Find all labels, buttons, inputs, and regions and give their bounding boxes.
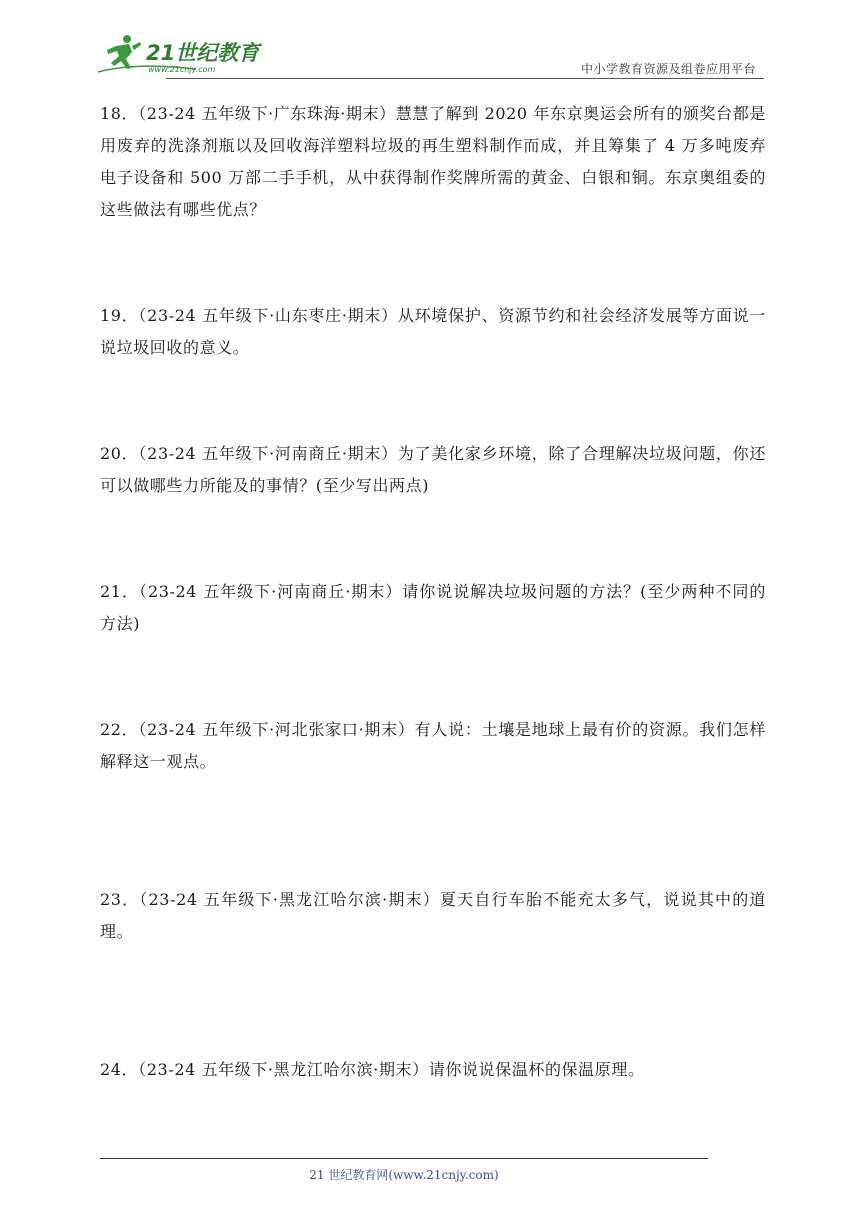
footer-divider — [100, 1158, 708, 1159]
svg-text:www.21cnjy.com: www.21cnjy.com — [148, 65, 216, 74]
question-18: 18．（23-24 五年级下·广东珠海·期末）慧慧了解到 2020 年东京奥运会所有的颁奖台都是用废弃的洗涤剂瓶以及回收海洋塑料垃圾的再生塑料制作而成，并且筹集了 4 万多吨废弃电子设备和 500 万部二手手机，从中获得制作奖牌所需的黄金、白银和铜。东京奥组委的这些做法有哪些优点？ — [100, 104, 766, 219]
question-list — [100, 98, 766, 1086]
question-21: 21．（23-24 五年级下·河南商丘·期末）请你说说解决垃圾问题的方法？(至少两种不同的方法) — [100, 582, 766, 633]
page-header — [96, 30, 764, 80]
runner-icon — [107, 35, 141, 69]
platform-tagline: 中小学教育资源及组卷应用平台 — [580, 62, 756, 76]
header-divider — [166, 78, 764, 79]
svg-text:21世纪教育: 21世纪教育 — [146, 41, 260, 65]
question-20: 20．（23-24 五年级下·河南商丘·期末）为了美化家乡环境，除了合理解决垃圾问题，你还可以做哪些力所能及的事情？(至少写出两点) — [100, 444, 766, 495]
site-logo — [96, 32, 266, 76]
question-19: 19．（23-24 五年级下·山东枣庄·期末）从环境保护、资源节约和社会经济发展等方面说一说垃圾回收的意义。 — [100, 306, 766, 357]
question-22: 22．（23-24 五年级下·河北张家口·期末）有人说：土壤是地球上最有价的资源。我们怎样解释这一观点。 — [100, 720, 766, 771]
footer-link[interactable]: 21 世纪教育网(www.21cnjy.com) — [309, 1168, 499, 1182]
question-24: 24．（23-24 五年级下·黑龙江哈尔滨·期末）请你说说保温杯的保温原理。 — [100, 1060, 645, 1079]
question-23: 23．（23-24 五年级下·黑龙江哈尔滨·期末）夏天自行车胎不能充太多气，说说其中的道理。 — [100, 890, 766, 941]
